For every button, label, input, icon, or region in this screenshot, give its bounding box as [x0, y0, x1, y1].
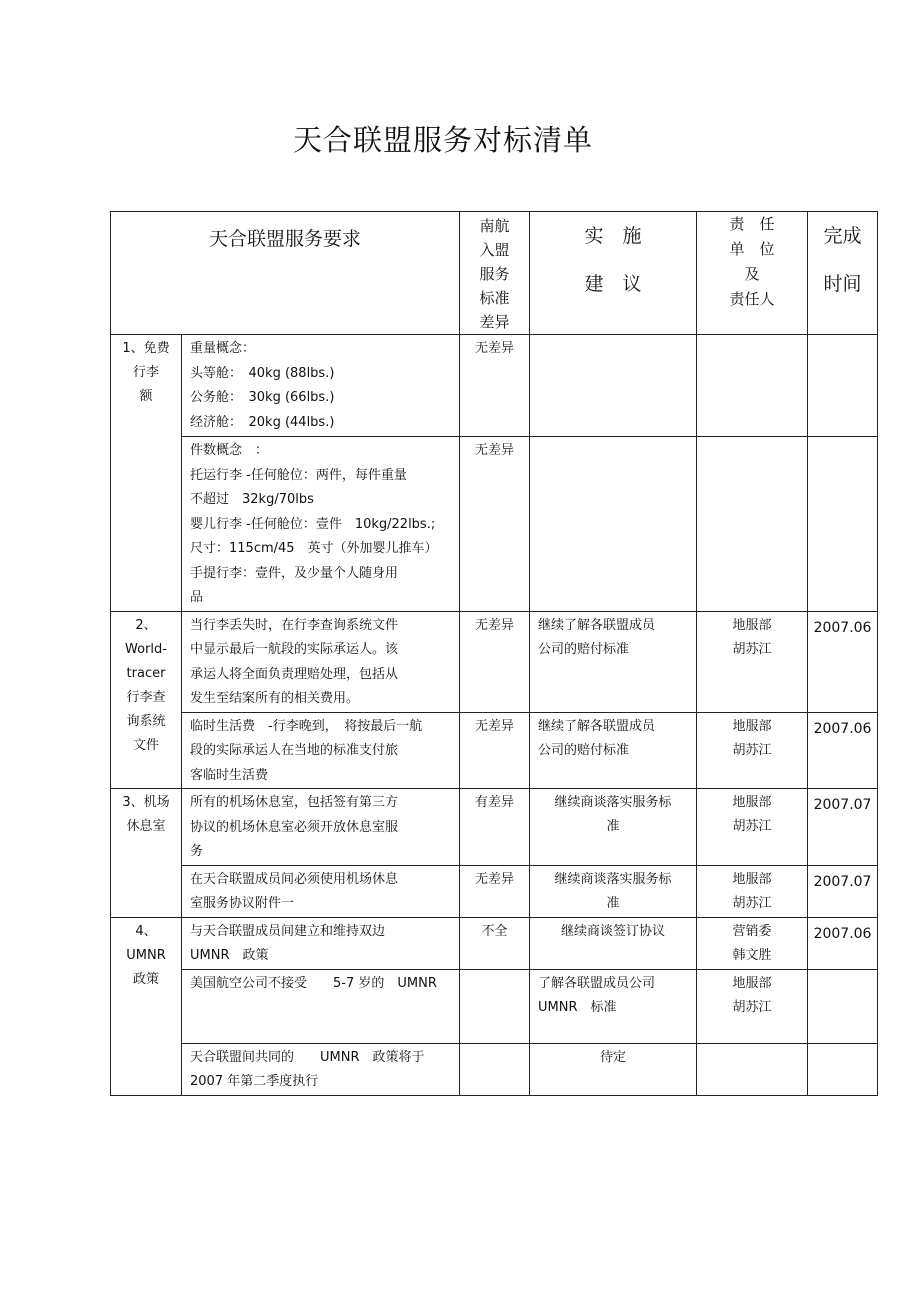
time-cell: 2007.07: [808, 865, 878, 917]
header-requirement: 天合联盟服务要求: [111, 212, 460, 335]
header-row: [111, 212, 878, 335]
suggestion-cell: 了解各联盟成员公司 UMNR 标准: [530, 969, 697, 1043]
document-title: 天合联盟服务对标清单: [292, 123, 593, 157]
header-responsible: 责 任 单 位 及 责任人: [697, 212, 808, 335]
table-row: [111, 712, 878, 789]
difference-cell: [460, 969, 530, 1043]
difference-cell: 无差异: [460, 712, 530, 789]
suggestion-cell: 继续了解各联盟成员 公司的赔付标准: [530, 611, 697, 712]
requirement-cell: 临时生活费 -行李晚到， 将按最后一航 段的实际承运人在当地的标准支付旅 客临时生活费: [182, 712, 460, 789]
responsible-cell: 地服部 胡苏江: [697, 969, 808, 1043]
category-airport-lounge: 3、机场 休息室: [111, 789, 182, 918]
difference-cell: [460, 1043, 530, 1095]
requirement-cell: 在天合联盟成员间必须使用机场休息 室服务协议附件一: [182, 865, 460, 917]
suggestion-cell: 继续了解各联盟成员 公司的赔付标准: [530, 712, 697, 789]
suggestion-cell: 继续商谈落实服务标 准: [530, 865, 697, 917]
responsible-cell: 地服部 胡苏江: [697, 789, 808, 866]
responsible-cell: [697, 1043, 808, 1095]
time-cell: [808, 335, 878, 437]
table-row: [111, 437, 878, 612]
requirement-cell: 美国航空公司不接受 5-7 岁的 UMNR: [182, 969, 460, 1043]
responsible-cell: 地服部 胡苏江: [697, 712, 808, 789]
responsible-cell: [697, 335, 808, 437]
requirement-cell: 天合联盟间共同的 UMNR 政策将于 2007 年第二季度执行: [182, 1043, 460, 1095]
table-row: [111, 789, 878, 866]
category-worldtracer: 2、 World- tracer 行李查 询系统 文件: [111, 611, 182, 789]
table-row: [111, 917, 878, 969]
time-cell: [808, 969, 878, 1043]
difference-cell: 无差异: [460, 865, 530, 917]
difference-cell: 不全: [460, 917, 530, 969]
time-cell: [808, 1043, 878, 1095]
responsible-cell: 营销委 韩文胜: [697, 917, 808, 969]
suggestion-cell: [530, 335, 697, 437]
table-row: [111, 969, 878, 1043]
responsible-cell: 地服部 胡苏江: [697, 611, 808, 712]
requirement-cell: 重量概念： 头等舱： 40kg (88lbs.) 公务舱： 30kg (66lbs.) 经济舱： 20kg (44lbs.): [182, 335, 460, 437]
requirement-cell: 件数概念 ： 托运行李 -任何舱位：两件，每件重量 不超过 32kg/70lbs 婴儿行李 -任何舱位：壹件 10kg/22lbs.; 尺寸：115cm/45 英寸（外加婴儿推车） 手提行李：壹件，及少量个人随身用 品: [182, 437, 460, 612]
requirement-cell: 所有的机场休息室，包括签有第三方 协议的机场休息室必须开放休息室服 务: [182, 789, 460, 866]
table-row: [111, 1043, 878, 1095]
time-cell: 2007.06: [808, 611, 878, 712]
difference-cell: 有差异: [460, 789, 530, 866]
suggestion-cell: 继续商谈签订协议: [530, 917, 697, 969]
suggestion-cell: 继续商谈落实服务标 准: [530, 789, 697, 866]
table-row: [111, 335, 878, 437]
header-time: 完成 时间: [808, 212, 878, 335]
table-row: [111, 611, 878, 712]
header-suggestion: 实 施 建 议: [530, 212, 697, 335]
time-cell: 2007.07: [808, 789, 878, 866]
time-cell: 2007.06: [808, 712, 878, 789]
table-row: [111, 865, 878, 917]
requirement-cell: 与天合联盟成员间建立和维持双边 UMNR 政策: [182, 917, 460, 969]
difference-cell: 无差异: [460, 335, 530, 437]
difference-cell: 无差异: [460, 437, 530, 612]
category-baggage-allowance: 1、免费 行李 额: [111, 335, 182, 612]
responsible-cell: [697, 437, 808, 612]
difference-cell: 无差异: [460, 611, 530, 712]
time-cell: [808, 437, 878, 612]
suggestion-cell: 待定: [530, 1043, 697, 1095]
category-umnr-policy: 4、 UMNR 政策: [111, 917, 182, 1095]
header-difference: 南航 入盟 服务 标准 差异: [460, 212, 530, 335]
requirement-cell: 当行李丢失时，在行李查询系统文件 中显示最后一航段的实际承运人。该 承运人将全面负责理赔处理，包括从 发生至结案所有的相关费用。: [182, 611, 460, 712]
time-cell: 2007.06: [808, 917, 878, 969]
suggestion-cell: [530, 437, 697, 612]
benchmark-table: [110, 211, 878, 1096]
responsible-cell: 地服部 胡苏江: [697, 865, 808, 917]
